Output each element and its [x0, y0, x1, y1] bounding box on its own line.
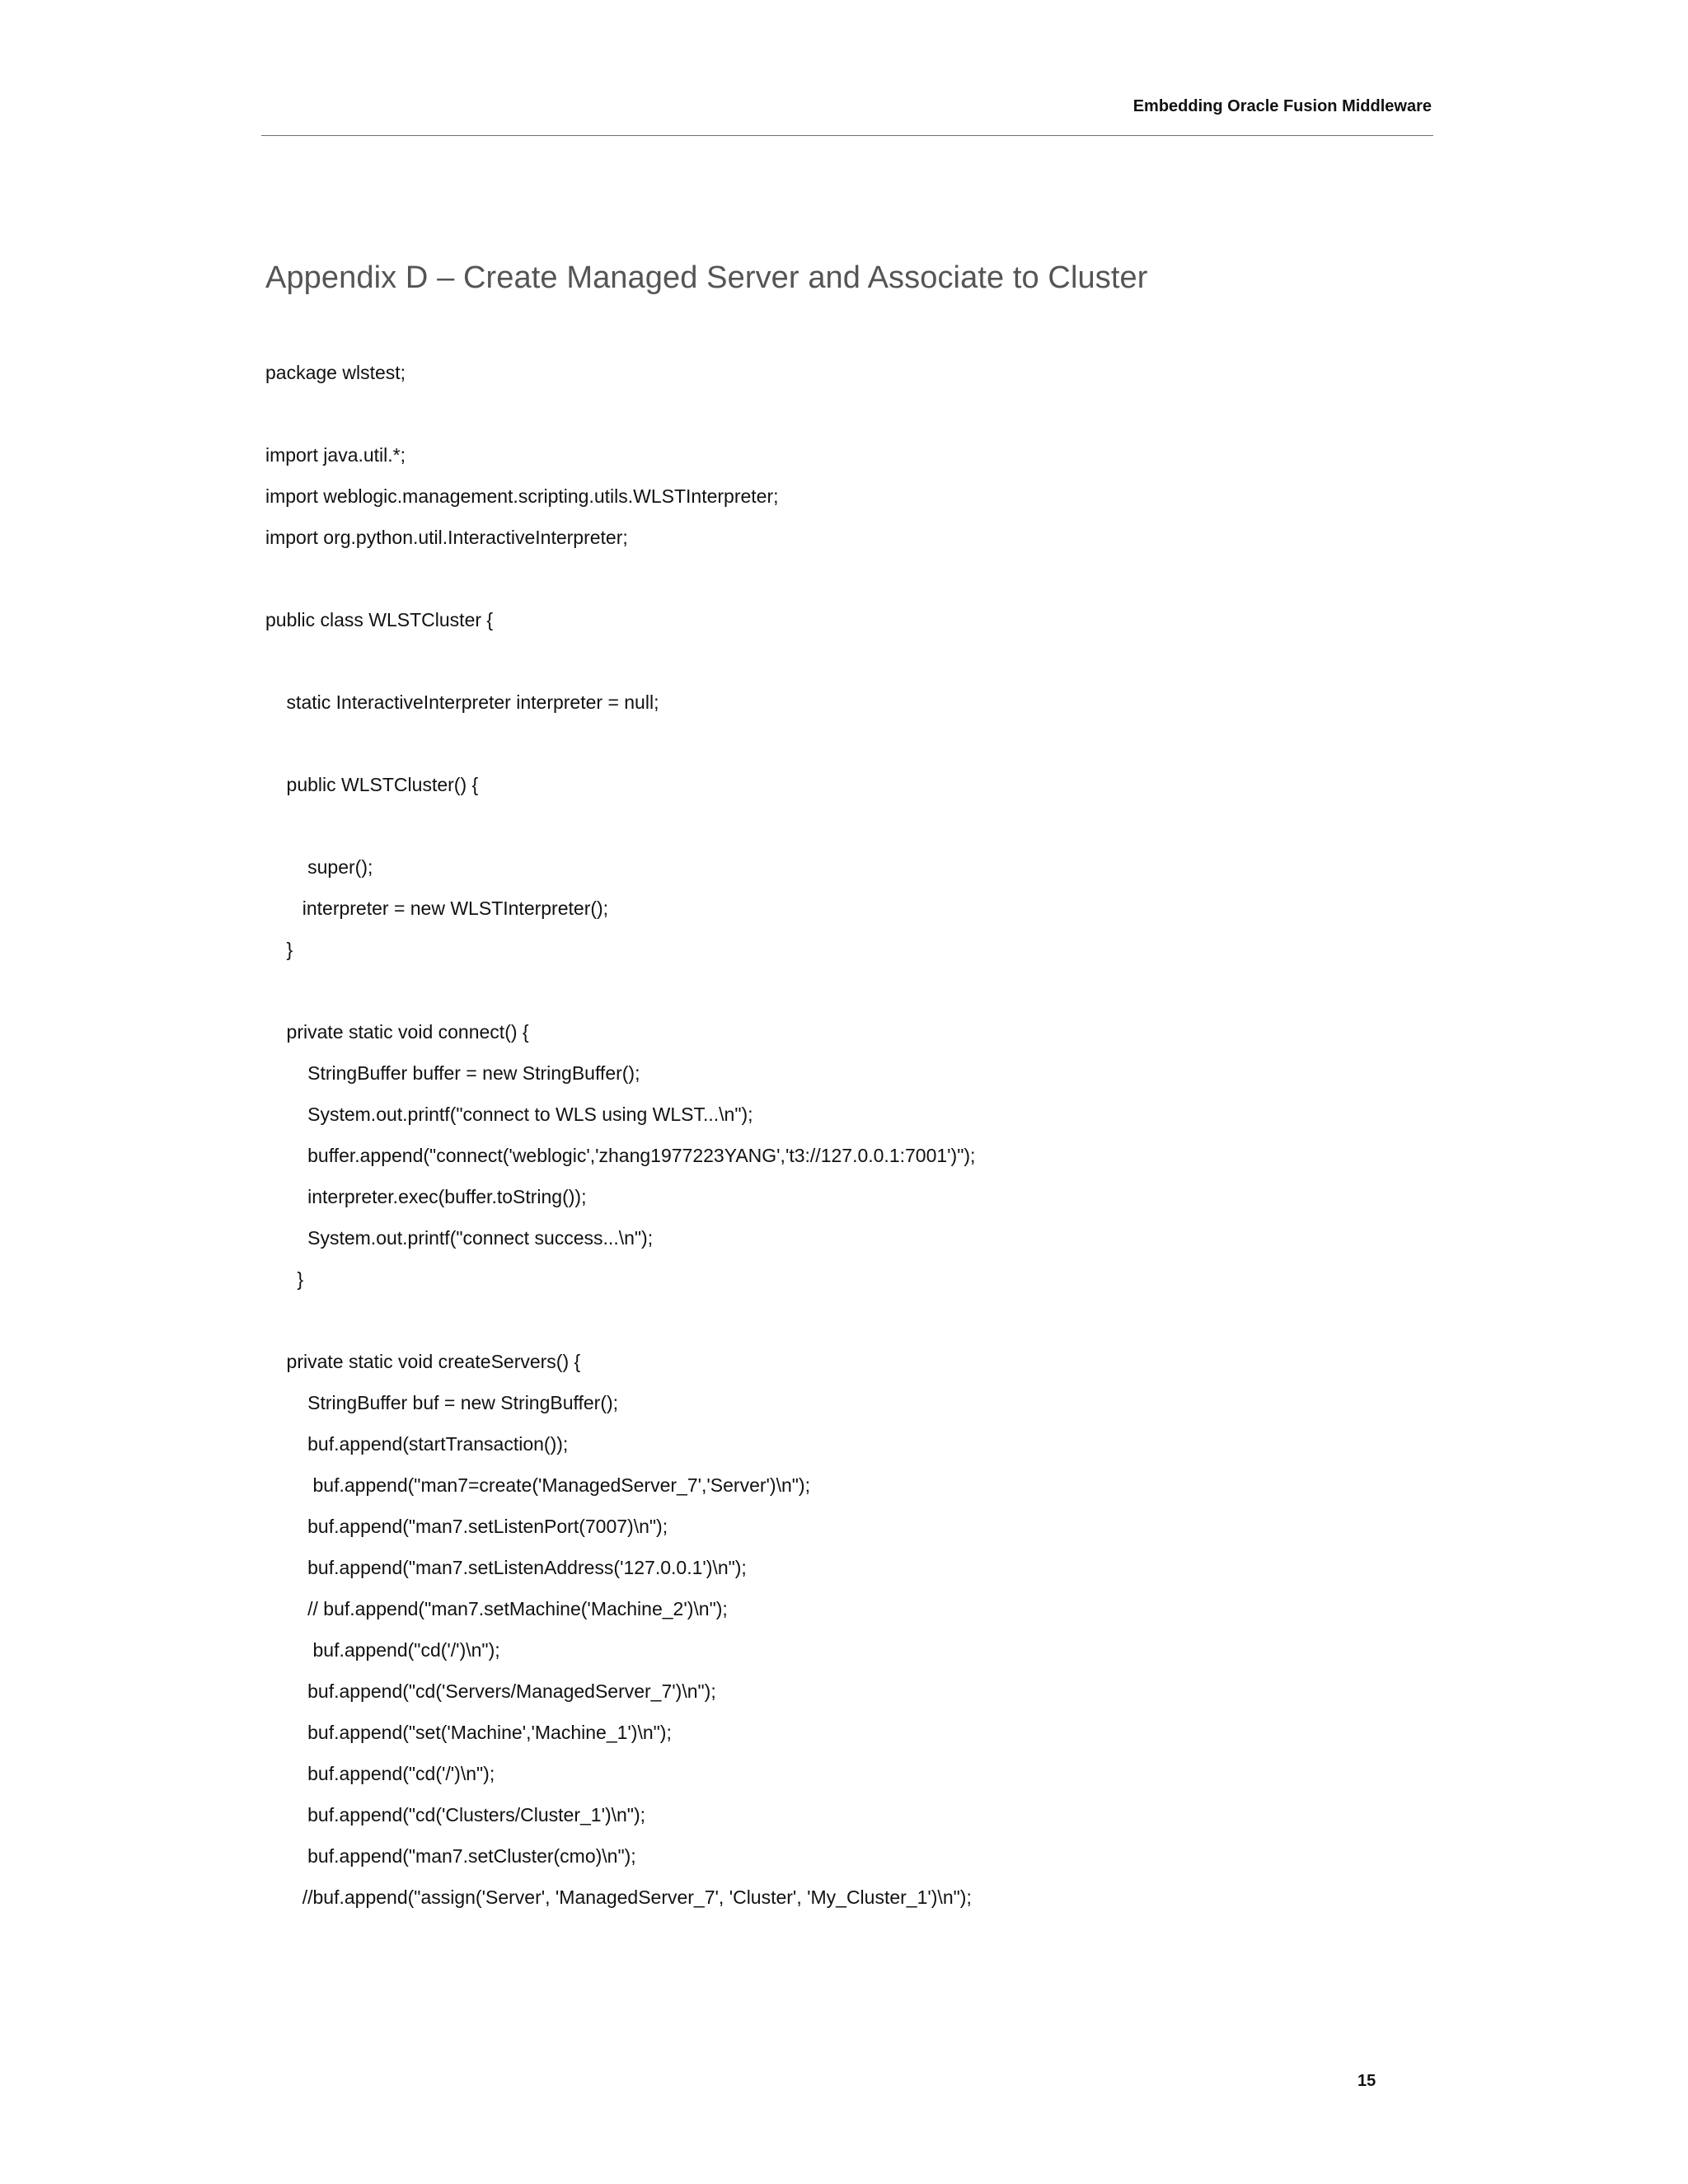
code-line: import weblogic.management.scripting.utils.WLSTInterpreter;	[265, 485, 779, 507]
code-line: buf.append("set('Machine','Machine_1')\n");	[265, 1722, 672, 1743]
running-header: Embedding Oracle Fusion Middleware	[1132, 97, 1432, 115]
code-line: }	[265, 1268, 304, 1290]
code-line: buf.append("cd('Clusters/Cluster_1')\n");	[265, 1804, 646, 1825]
code-line: // buf.append("man7.setMachine('Machine_2')\n");	[265, 1598, 728, 1619]
code-line: StringBuffer buffer = new StringBuffer();	[265, 1062, 640, 1084]
code-line: StringBuffer buf = new StringBuffer();	[265, 1392, 619, 1413]
code-line: super();	[265, 856, 373, 878]
code-line: buf.append("man7.setListenPort(7007)\n");	[265, 1516, 668, 1537]
code-line: buf.append("cd('/')\n");	[265, 1639, 500, 1661]
code-line: package wlstest;	[265, 362, 406, 383]
code-line: buf.append(startTransaction());	[265, 1433, 569, 1455]
code-line: buf.append("man7=create('ManagedServer_7','Server')\n");	[265, 1474, 810, 1496]
code-line: interpreter = new WLSTInterpreter();	[265, 898, 609, 919]
code-line: }	[265, 939, 293, 960]
code-line: public WLSTCluster() {	[265, 774, 479, 795]
code-line: import java.util.*;	[265, 444, 406, 466]
code-line: private static void connect() {	[265, 1021, 529, 1043]
code-line: buf.append("man7.setListenAddress('127.0.0.1')\n");	[265, 1557, 747, 1578]
code-line: buf.append("man7.setCluster(cmo)\n");	[265, 1845, 636, 1867]
code-line: //buf.append("assign('Server', 'ManagedServer_7', 'Cluster', 'My_Cluster_1')\n");	[265, 1886, 972, 1908]
code-line: buf.append("cd('Servers/ManagedServer_7')\n");	[265, 1680, 716, 1702]
code-line: System.out.printf("connect success...\n");	[265, 1227, 654, 1249]
header-divider	[261, 135, 1433, 136]
appendix-heading: Appendix D – Create Managed Server and Associate to Cluster	[265, 260, 1148, 295]
code-line: System.out.printf("connect to WLS using WLST...\n");	[265, 1104, 753, 1125]
code-line: buffer.append("connect('weblogic','zhang1977223YANG','t3://127.0.0.1:7001')");	[265, 1145, 976, 1166]
code-line: public class WLSTCluster {	[265, 609, 494, 630]
page-number: 15	[1357, 2072, 1376, 2090]
code-line: buf.append("cd('/')\n");	[265, 1763, 495, 1784]
code-line: import org.python.util.InteractiveInterpreter;	[265, 527, 628, 548]
code-line: static InteractiveInterpreter interpreter = null;	[265, 691, 659, 713]
code-line: private static void createServers() {	[265, 1351, 581, 1372]
code-line: interpreter.exec(buffer.toString());	[265, 1186, 587, 1207]
